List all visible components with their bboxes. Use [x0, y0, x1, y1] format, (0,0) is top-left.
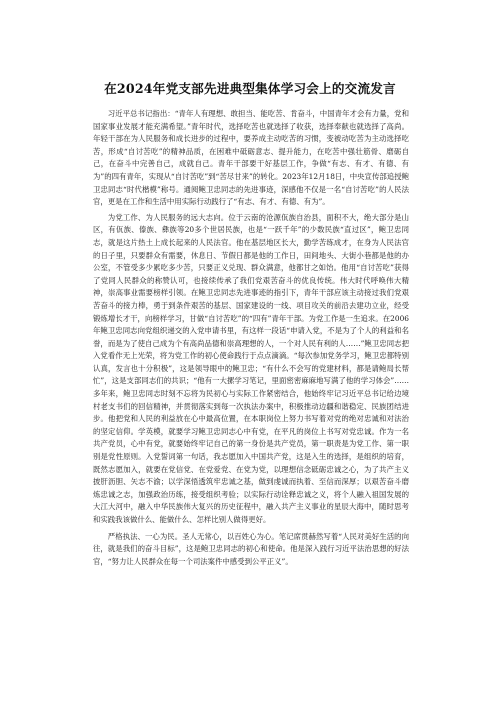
document-body: [93, 108, 409, 571]
paragraph-1: 习近平总书记指出：“青年人有理想、敢担当、能吃苦、肯奋斗，中国青年才会有力量，党和国家事业发展才能充满希望。”青年时代，选择吃苦也就选择了收获，选择奉献也就选择了高尚。年轻干部在为人民服务和成长进步的过程中，要养成主动吃苦的习惯，变被动吃苦为主动选择吃苦，形成“自讨苦吃”的精神品质，在困难中砥砺意志、提升能力，在吃苦中强壮筋骨、磨砺自己，在奋斗中完善自己，成就自己。青年干部要干好基层工作，争做“有志、有才、有德、有为”的四有青年，实现从“自讨苦吃”到“苦尽甘来”的转化。2023年12月18日，中央宣传部追授鲍卫忠同志“时代楷模”称号。通阅鲍卫忠同志的先进事迹，深感他不仅是一名“自讨苦吃”的人民法官，更是在工作和生活中用实际行动践行了“有志、有才、有德、有为”。: [93, 109, 409, 207]
paragraph-2: 为党工作、为人民服务的远大志向。位于云南的沧源佤族自治县，面积不大，绝大部分是山区，有佤族、傣族、彝族等20多个世居民族，也是“一跃千年”的少数民族“直过区”，鲍卫忠同志，就是这片热土上成长起来的人民法官。他在基层地区长大，勤学苦练成才，在身为人民法官的日子里，只要群众有需要，休息日、节假日都是他的工作日，田间地头、大街小巷都是他的办公室，不管受多少累吃多少苦，只要正义兑现、群众满意，他都甘之如饴。他用“自讨苦吃”获得了党同人民群众的称赞认可，也接续传承了我们党艰苦奋斗的优良传统。伟大时代呼唤伟大精神，崇高事业需要榜样引领。在鲍卫忠同志先进事迹的指引下，青年干部应该主动接过我们党艰苦奋斗的接力棒，勇于到条件艰苦的基层、国家建设的一线、项目攻关的前沿去建功立业，经受锻炼增长才干，向榜样学习，甘做“自讨苦吃”的“四有”青年干部。为党工作是一生追求。在2006年鲍卫忠同志向党组织递交的入党申请书里，有这样一段话“申请入党，不是为了个人的利益和名誉，而是为了使自己成为个有高尚品德和崇高理想的人，一个对人民有利的人……”鲍卫忠同志把入党看作无上光荣，将为党工作的初心使命践行于点点滴滴。“每次参加党务学习，鲍卫忠都特别认真，发言也十分积极”，这是领导眼中的鲍卫忠；“有什么不会写的党建材料，都是请鲍局长帮忙”，这是支部同志们的共识；“他有一大摞学习笔记，里面密密麻麻地写满了他的学习体会”……多年来，鲍卫忠同志时刻不忘将为民初心与实际工作紧密结合，他始终牢记习近平总书记给边境村老支书们的回信精神，并贯彻落实到每一次执法办案中，积极推动边疆和谐稳定、民族团结进步。他把党和人民的利益放在心中最高位置，在本职岗位上努力书写着对党的绝对忠诚和对法治的坚定信仰。学英模，就要学习鲍卫忠同志心中有党，在平凡的岗位上书写对党忠诚。作为一名共产党员，心中有党，就要始终牢记自己的第一身份是共产党员，第一职责是为党工作、第一职别是党性原则。入党誓词第一句话，我志愿加入中国共产党，这是入生的选择，是组织的培育，既然志愿加入，就要在党信党、在党爱党、在党为党，以理想信念砥砺忠诚之心，为了共产主义披肝沥胆、矢志不渝；以学深悟透筑牢忠诚之基，做到虔诚而执着、至信而深厚；以艰苦奋斗磨炼忠诚之志，加强政治历练，接受组织考验；以实际行动诠释忠诚之义，将个人融入祖国发展的大江大河中，融入中华民族伟大复兴的历史征程中，融入共产主义事业的星辰大海中，随时思考和实践我该做什么、能做什么、怎样比别人做得更好。: [93, 212, 409, 524]
paragraph-3: 严格执法、一心为民。圣人无常心，以百姓心为心。笔记席贯赫然写着“人民对美好生活的向往，就是我们的奋斗目标”，这是鲍卫忠同志的初心和使命。他是深入践行习近平法治思想的好法官，“努力让人民群众在每一个司法案件中感受到公平正义”。: [93, 531, 409, 566]
document-title: 在2024年党支部先进典型集体学习会上的交流发言: [104, 81, 396, 96]
